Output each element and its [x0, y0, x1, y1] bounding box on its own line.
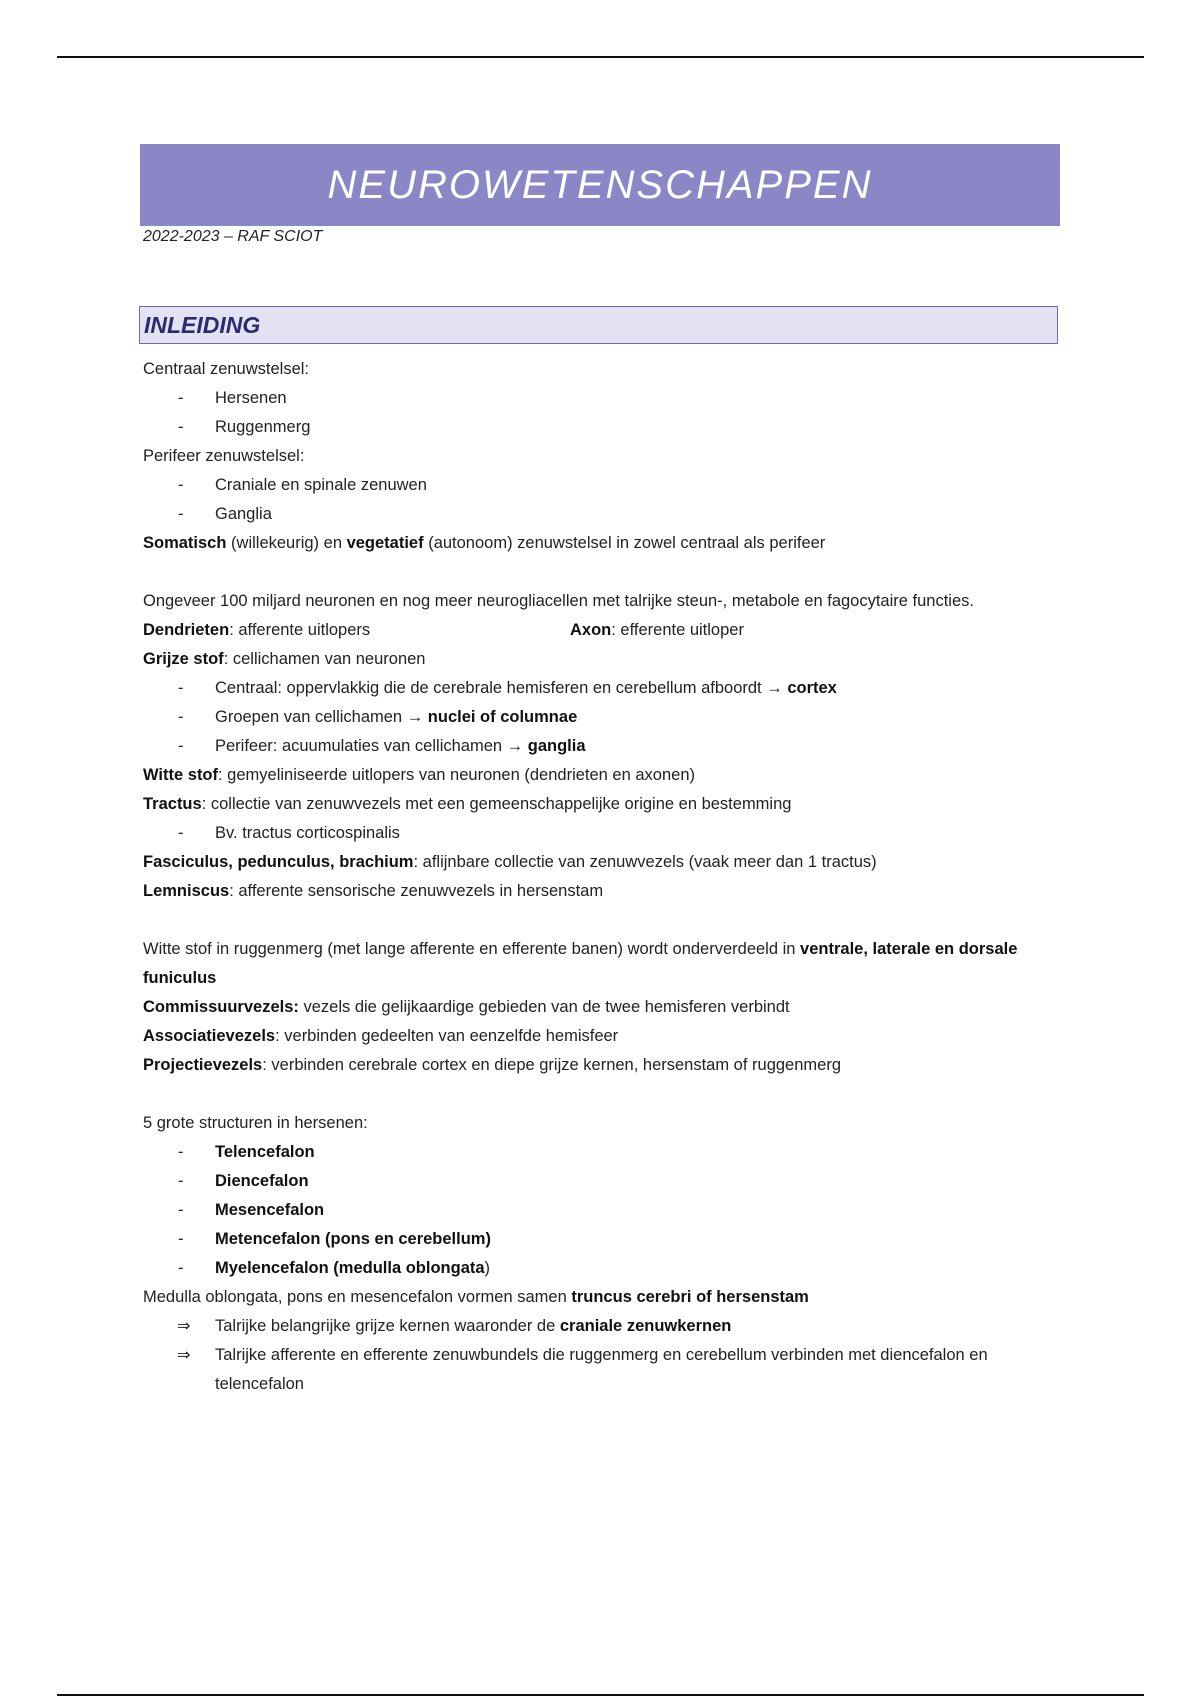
list-item: - Ganglia	[178, 505, 272, 523]
arrow-icon: →	[766, 679, 783, 697]
list-item: - Craniale en spinale zenuwen	[178, 476, 427, 494]
pns-label: Perifeer zenuwstelsel:	[143, 447, 305, 465]
somatic-line: Somatisch (willekeurig) en vegetatief (autonoom) zenuwstelsel in zowel centraal als perifeer	[143, 534, 826, 552]
list-item: - Diencefalon	[178, 1172, 309, 1190]
list-item: - Ruggenmerg	[178, 418, 311, 436]
list-item: - Telencefalon	[178, 1143, 315, 1161]
section-heading	[139, 306, 1058, 344]
neurons-line: Ongeveer 100 miljard neuronen en nog meer neurogliacellen met talrijke steun-, metabole en fagocytaire functies.	[143, 592, 974, 610]
document-body	[143, 355, 1063, 1399]
fiber-line: Projectievezels: verbinden cerebrale cortex en diepe grijze kernen, hersenstam of ruggenmerg	[143, 1056, 841, 1074]
tractus-line: Tractus: collectie van zenuwvezels met een gemeenschappelijke origine en bestemming	[143, 795, 792, 813]
list-item: - Perifeer: acuumulaties van cellichamen → ganglia	[178, 737, 586, 755]
list-item: - Myelencefalon (medulla oblongata)	[178, 1259, 491, 1277]
white-matter-line: Witte stof: gemyeliniseerde uitlopers van neuronen (dendrieten en axonen)	[143, 766, 695, 784]
spinal-white-line: Witte stof in ruggenmerg (met lange afferente en efferente banen) wordt onderverdeeld in ventrale, laterale en dorsale funiculus	[143, 940, 1018, 987]
list-item: - Metencefalon (pons en cerebellum)	[178, 1230, 491, 1248]
document-title: NEUROWETENSCHAPPEN	[327, 162, 873, 207]
list-item: - Mesencefalon	[178, 1201, 325, 1219]
section-title: INLEIDING	[144, 312, 261, 338]
top-rule	[57, 56, 1144, 58]
list-item: - Centraal: oppervlakkig die de cerebrale hemisferen en cerebellum afboordt → cortex	[178, 679, 837, 697]
implies-icon: ⇒	[177, 1347, 191, 1364]
brainstem-line: Medulla oblongata, pons en mesencefalon vormen samen truncus cerebri of hersenstam	[143, 1288, 809, 1306]
list-item: - Hersenen	[178, 389, 287, 407]
fiber-line: Commissuurvezels: vezels die gelijkaardige gebieden van de twee hemisferen verbindt	[143, 998, 790, 1016]
bottom-rule	[57, 1694, 1144, 1696]
list-item: - Bv. tractus corticospinalis	[178, 824, 400, 842]
structures-label: 5 grote structuren in hersenen:	[143, 1114, 368, 1132]
fasciculus-line: Fasciculus, pedunculus, brachium: aflijnbare collectie van zenuwvezels (vaak meer dan 1 tractus)	[143, 853, 877, 871]
cns-label: Centraal zenuwstelsel:	[143, 360, 309, 378]
list-item: ⇒ Talrijke afferente en efferente zenuwbundels die ruggenmerg en cerebellum verbinden met diencefalon en telencefalon	[143, 1341, 1063, 1399]
list-item: - Groepen van cellichamen → nuclei of columnae	[178, 708, 578, 726]
lemniscus-line: Lemniscus: afferente sensorische zenuwvezels in hersenstam	[143, 882, 604, 900]
grey-matter-line: Grijze stof: cellichamen van neuronen	[143, 650, 426, 668]
dendrite-axon-line: Dendrieten: afferente uitlopers Axon: efferente uitloper	[143, 621, 744, 639]
fiber-line: Associatievezels: verbinden gedeelten van eenzelfde hemisfeer	[143, 1027, 619, 1045]
document-title-banner	[140, 144, 1060, 226]
arrow-icon: →	[406, 708, 424, 726]
implies-icon: ⇒	[177, 1318, 191, 1335]
list-item: ⇒ Talrijke belangrijke grijze kernen waaronder de craniale zenuwkernen	[143, 1312, 1063, 1341]
document-subtitle: 2022-2023 – RAF SCIOT	[143, 228, 323, 245]
arrow-icon: →	[506, 737, 524, 755]
